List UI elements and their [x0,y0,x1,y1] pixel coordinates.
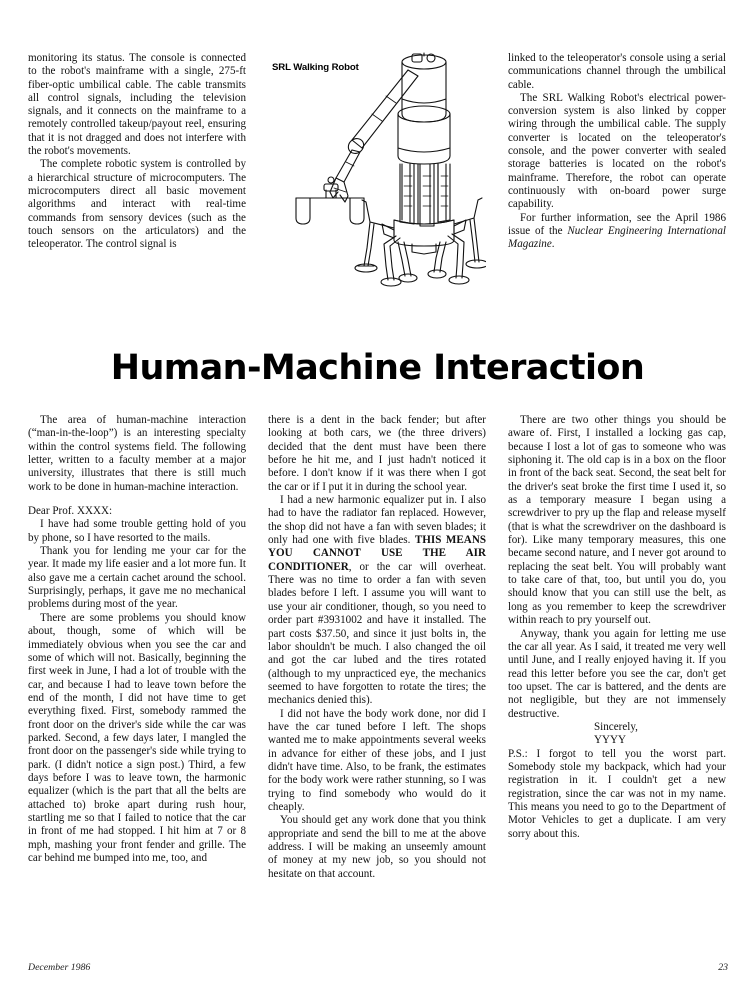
equalizer-text-b: , or the car will overheat. There was no time to order a fan with seven blades before I left. I assume you will want to use your air conditioner, though, so you need to order part #3931002 and have it installed. The part costs $37.50, and since it just bolts in, the labor shouldn't be much. I also changed the oil and got the car lubed and the tires rotated (although to my unpracticed eye, the mechanics seemed to have forgotten to rotate the tires; the mechanics denied this). [268,560,486,707]
air-conditioner-warning: THIS MEANS YOU CANNOT USE THE AIR CONDITIONER [268,534,486,573]
top-col3-para1: linked to the teleoperator's console using a serial communications channel through the umbilical cable. [508,52,726,91]
top-col3-para2: The SRL Walking Robot's electrical power-conversion system is also linked by copper wiring through the umbilical cable. The supply converter is located on the teleoperator's console, and the power converter with sealed storage batteries is located on the robot's mainframe. Therefore, the robot can operate continuously with on-board power surge capability. [508,91,726,211]
letter-column-1 [28,414,246,926]
page-title: Human-Machine Interaction [110,348,645,388]
letter-c2-para3: I did not have the body work done, nor did I have the car tuned before I left. The shops wanted me to make appointments several weeks in advance for either of these jobs, and I just didn't have time. Also, to be frank, the estimates for the body work were rather stunning, so I was trying to find somebody who would do it cheaply. [268,707,486,813]
walking-robot-illustration-icon [274,52,486,292]
top-article-section [28,52,728,302]
footer-page-number: 23 [718,962,728,973]
letter-c3-para2: Anyway, thank you again for letting me use the car all year. As I said, it treated me very well until June, and I really enjoyed having it. If you read this letter before you see the car, don't get too upset. The car is battered, and the dents are not negligible, but they are not immensely destructive. [508,627,726,720]
reference-prefix: For further information, see the April 1986 issue of the [508,211,726,237]
letter-c3-para1: There are two other things you should be aware of. First, I installed a locking gas cap, because I lost a lot of gas to someone who was siphoning it. The old cap is in a box on the floor in front of the back seat. Second, the seat belt for the driver's seat broke the first time I used it, so as a temporary measure I began using a screwdriver to pry up the flap and release myself (that is what the screwdriver on the dashboard is for). Like many temporary measures, this one became second nature, and I never got around to replacing the seat belt. You will probably want to take care of that, too, but until you do, you should know that you can still use the belt, as long as you remember to keep the screwdriver within reach to pry yourself out. [508,414,726,627]
letter-column-3 [508,414,726,926]
letter-c2-para1: there is a dent in the back fender; but after looking at both cars, we (the three drivers) decided that the dent must have been there before he hit me, and I just hadn't noticed it before. I don't know if it was there when I got the car or if I put it in during the school year. [268,414,486,493]
top-col1-para2: The complete robotic system is controlled by a hierarchical structure of microcomputers. The microcomputers direct all basic movement algorithms and interact with real-time commands from sensory devices (such as the touch sensors on the articulators) and the teleoperator. The control signal is [28,158,246,251]
magazine-title: Nuclear Engineering International Magazine [508,224,726,251]
letter-section [28,414,728,926]
top-col3-para3 [508,212,726,252]
letter-signature: YYYY [594,734,627,747]
robot-figure [268,52,486,302]
reference-suffix: . [551,238,555,251]
top-col1-para1: monitoring its status. The console is connected to the robot's mainframe with a single, 275-ft fiber-optic umbilical cable. The cable transmits all control signals, including the television signals, and it connects on the mainframe to a remotely controlled takeup/payout reel, ensuring that it is not dragged and does not interfere with the robot's movements. [28,52,246,158]
figure-caption: SRL Walking Robot [272,62,359,73]
letter-intro: The area of human-machine interaction (“man-in-the-loop”) is an interesting specialty within the control systems field. The following letter, written to a faculty member at a major university, illustrates that there is still much work to be done in human-machine interaction. [28,414,246,493]
letter-c1-para2: Thank you for lending me your car for the year. It made my life easier and a lot more fun. It also gave me a certain cachet around the school. Surprisingly, perhaps, it gave me no mechanical problems during most of the year. [28,545,246,611]
letter-c1-para3: There are some problems you should know about, though, some of which will be immediately obvious when you see the car and some of which will not. Basically, beginning the first week in June, I had a lot of trouble with the car, and because I had to leave town before the end of the month, I did not have time to get everything fixed. First, somebody rammed the front door on the driver's side while the car was parked. Second, a few days later, I mangled the front door on the passenger's side while trying to park. (I didn't notice a sign post.) Third, a few days before I was to leave town, the harmonic equalizer (which is the part that all the belts are attached to) broke apart during rush hour, startling me so that I failed to notice that the car in front of me had stopped. I hit him at 7 or 8 mph, mashing your front fender and grille. The car behind me bumped into me, too, and [28,611,246,864]
letter-salutation: Dear Prof. XXXX: [28,505,113,518]
letter-postscript: P.S.: I forgot to tell you the worst part. Somebody stole my backpack, which had your registration in it. I couldn't get a new registration, since the car was not in my name. This means you need to go to the Department of Motor Vehicles to get a duplicate. I am very sorry about this. [508,747,726,840]
letter-c2-para2 [268,494,486,708]
top-article-column-3 [508,52,726,302]
page-footer [28,962,728,973]
footer-issue-date: December 1986 [28,962,91,973]
letter-signoff: Sincerely, [594,720,638,733]
letter-c2-para4: You should get any work done that you think appropriate and send the bill to me at the above address. I will be making an unseemly amount of money at my new job, so you should not hesitate on that account. [268,814,486,880]
letter-c1-para1: I have had some trouble getting hold of you by phone, so I have resorted to the mails. [28,518,246,544]
equalizer-text-a: I had a new harmonic equalizer put in. I also had to have the radiator fan replaced. However, the shop did not have a fan with seven blades; it only had one with five blades. [268,494,486,547]
letter-column-2 [268,414,486,926]
top-article-column-1 [28,52,246,302]
